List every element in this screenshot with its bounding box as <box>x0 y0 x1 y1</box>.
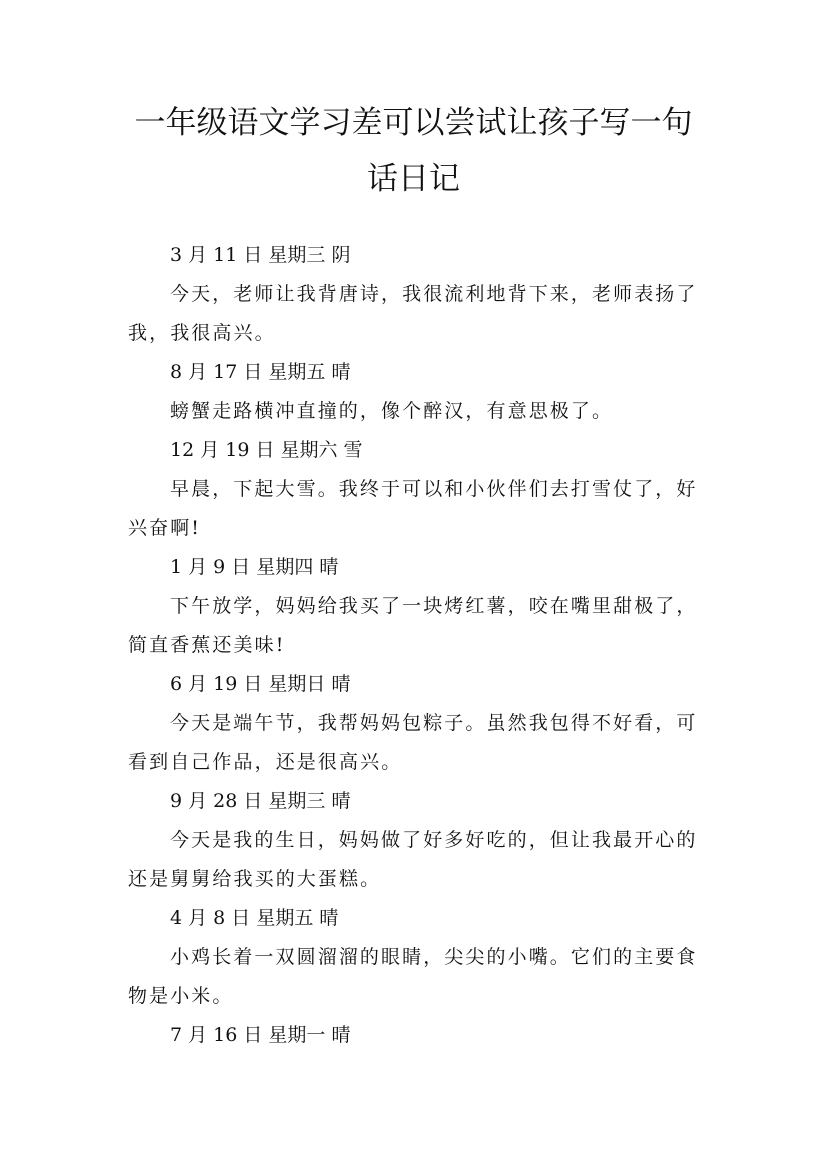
entry-date: 12 月 19 日 星期六 雪 <box>170 439 363 461</box>
entry-text: 下午放学，妈妈给我买了一块烤红薯，咬在嘴里甜极了，简直香蕉还美味! <box>128 595 698 656</box>
entry-text: 早晨，下起大雪。我终于可以和小伙伴们去打雪仗了，好兴奋啊! <box>128 478 698 539</box>
entry-date: 3 月 11 日 星期三 阴 <box>170 244 351 266</box>
entry-text: 今天，老师让我背唐诗，我很流利地背下来，老师表扬了我，我很高兴。 <box>128 283 698 344</box>
entry-date: 8 月 17 日 星期五 晴 <box>170 361 351 383</box>
title-line-2: 话日记 <box>367 161 460 197</box>
entry-text: 今天是我的生日，妈妈做了好多好吃的，但让我最开心的还是舅舅给我买的大蛋糕。 <box>128 829 698 890</box>
entry-date: 4 月 8 日 星期五 晴 <box>170 907 339 929</box>
document-title <box>100 103 727 199</box>
entry-text: 今天是端午节，我帮妈妈包粽子。虽然我包得不好看，可看到自己作品，还是很高兴。 <box>128 712 698 773</box>
entry-date: 9 月 28 日 星期三 晴 <box>170 790 351 812</box>
entry-date: 1 月 9 日 星期四 晴 <box>170 556 339 578</box>
diary-entries <box>128 236 708 1055</box>
title-line-1: 一年级语文学习差可以尝试让孩子写一句 <box>134 105 693 141</box>
entry-date: 7 月 16 日 星期一 晴 <box>170 1024 351 1046</box>
entry-text: 小鸡长着一双圆溜溜的眼睛，尖尖的小嘴。它们的主要食物是小米。 <box>128 946 698 1007</box>
entry-text: 螃蟹走路横冲直撞的，像个醉汉，有意思极了。 <box>170 400 614 422</box>
entry-date: 6 月 19 日 星期日 晴 <box>170 673 351 695</box>
